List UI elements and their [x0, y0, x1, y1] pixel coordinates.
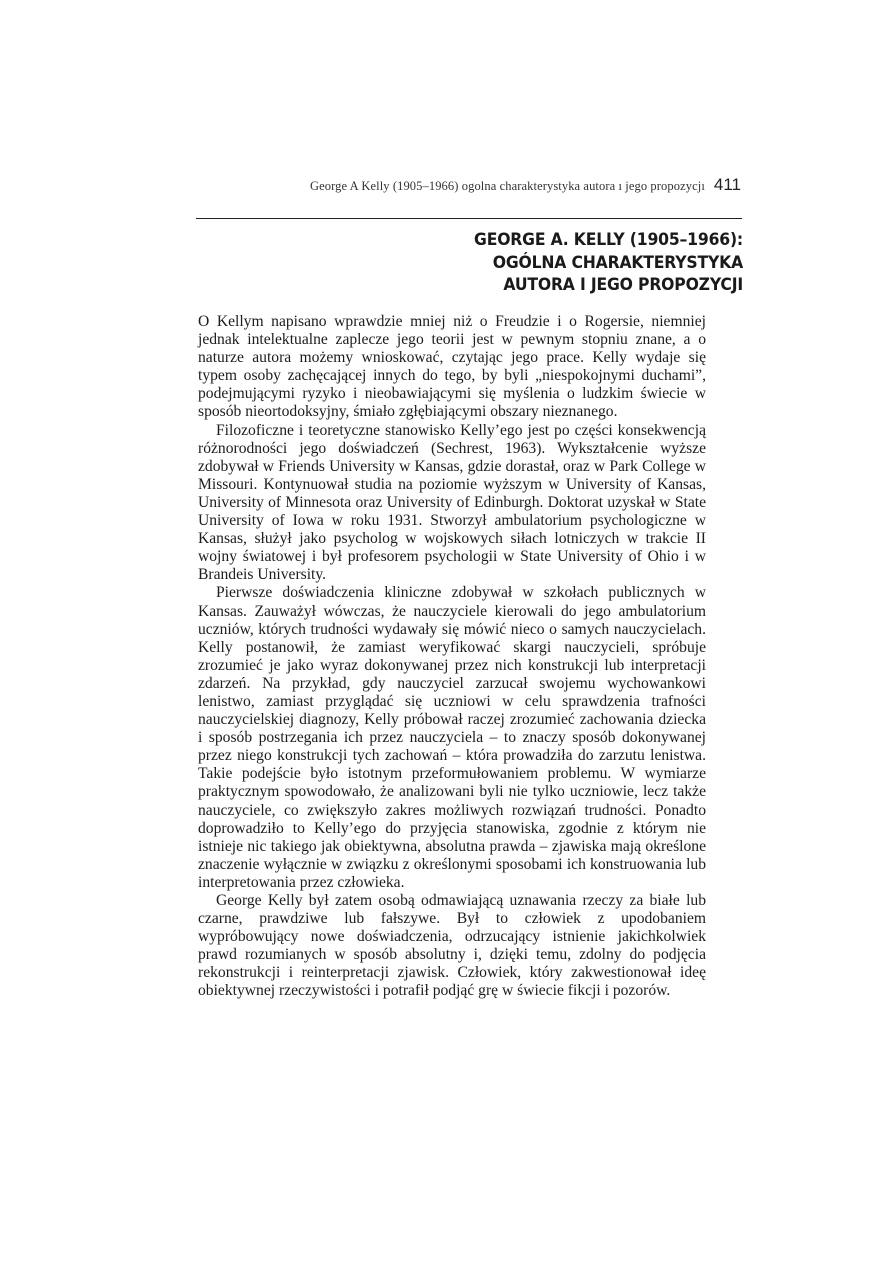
- paragraph-1: O Kellym napisano wprawdzie mniej niż o Freudzie i o Rogersie, niemniej jednak intelektualne zaplecze jego teorii jest w pewnym stopniu znane, a o naturze autora możemy wnioskować, czytając jego prace. Kelly wydaje się typem osoby zachęcającej innych do tego, by byli „niespokojnymi duchami”, podejmującymi ryzyko i nieobawiającymi się myślenia o ludzkim świecie w sposób nieortodoksyjny, śmiało zgłębiającymi obszary nieznanego.: [198, 313, 706, 421]
- chapter-title-line-2: OGÓLNA CHARAKTERYSTYKA: [492, 252, 743, 273]
- header-rule: [196, 218, 742, 219]
- page-number: 411: [713, 175, 741, 194]
- paragraph-3: Pierwsze doświadczenia kliniczne zdobywał w szkołach publicznych w Kansas. Zauważył wówczas, że nauczyciele kierowali do jego ambulatorium uczniów, których trudności wydawały się mówić nieco o samych nauczycielach. Kelly postanowił, że zamiast weryfikować skargi nauczycieli, spróbuje zrozumieć je jako wyraz dokonywanej przez nich konstrukcji lub interpretacji zdarzeń. Na przykład, gdy nauczyciel zarzucał swojemu wychowankowi lenistwo, zamiast przyglądać się uczniowi w celu sprawdzenia trafności nauczycielskiej diagnozy, Kelly próbował raczej zrozumieć zachowania dziecka i sposób postrzegania ich przez nauczyciela – to znaczy sposób dokonywanej przez niego konstrukcji tych zachowań – która prowadziła do zarzutu lenistwa. Takie podejście było istotnym przeformułowaniem problemu. W wymiarze praktycznym spowodowało, że analizowani byli nie tylko uczniowie, lecz także nauczyciele, co zwiększyło zakres możliwych rozwiązań trudności. Ponadto doprowadziło to Kelly’ego do przyjęcia stanowiska, zgodnie z którym nie istnieje nic takiego jak obiektywna, absolutna prawda – zjawiska mają określone znaczenie wyłącznie w związku z określonymi sposobami ich konstruowania lub interpretowania przez człowieka.: [198, 584, 706, 891]
- chapter-title-line-1: GEORGE A. KELLY (1905–1966):: [474, 230, 743, 250]
- chapter-title-line-3: AUTORA I JEGO PROPOZYCJI: [503, 275, 743, 295]
- chapter-title: [335, 229, 743, 297]
- running-header: [196, 175, 741, 195]
- running-header-text: George A Kelly (1905–1966) ogolna charakterystyka autora ı jego propozycjı: [309, 179, 705, 193]
- paragraph-4: George Kelly był zatem osobą odmawiającą uznawania rzeczy za białe lub czarne, prawdziwe lub fałszywe. Był to człowiek z upodobaniem wypróbowujący nowe doświadczenia, odrzucający istnienie jakichkolwiek prawd rozumianych w sposób absolutny i, dzięki temu, zdolny do podjęcia rekonstrukcji i reinterpretacji zjawisk. Człowiek, który zakwestionował ideę obiektywnej rzeczywistości i potrafił podjąć grę w świecie fikcji i pozorów.: [198, 892, 706, 1000]
- body-text: [198, 313, 706, 1001]
- paragraph-2: Filozoficzne i teoretyczne stanowisko Kelly’ego jest po części konsekwencją różnorodności jego doświadczeń (Sechrest, 1963). Wykształcenie wyższe zdobywał w Friends University w Kansas, gdzie dorastał, oraz w Park College w Missouri. Kontynuował studia na poziomie wyższym w University of Kansas, University of Minnesota oraz University of Edinburgh. Doktorat uzyskał w State University of Iowa w roku 1931. Stworzył ambulatorium psychologiczne w Kansas, służył jako psycholog w wojskowych siłach lotniczych w trakcie II wojny światowej i był profesorem psychologii w State University of Ohio i w Brandeis University.: [198, 421, 706, 584]
